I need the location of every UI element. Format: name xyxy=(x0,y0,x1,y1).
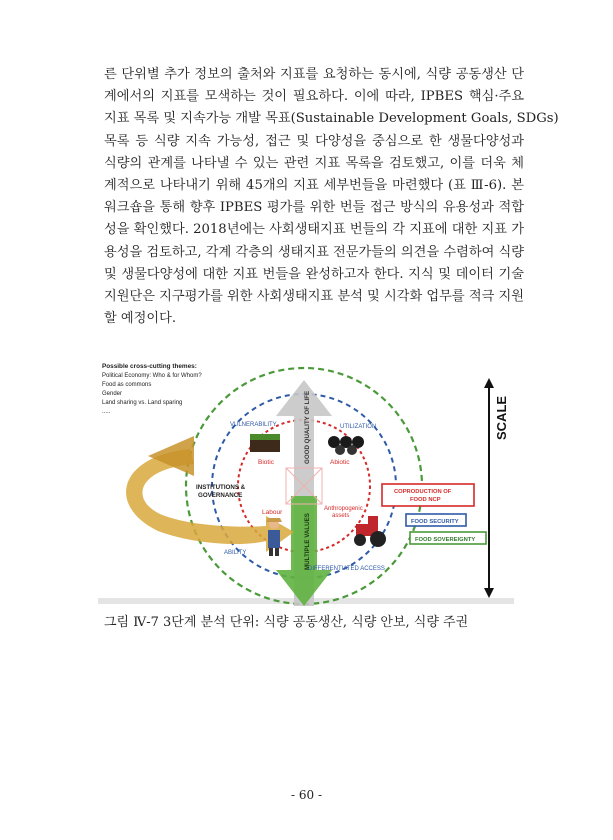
body-line: 지원단은 지구평가를 위한 사회생태지표 분석 및 시각화 업무를 적극 지원 xyxy=(104,289,524,305)
coproduction-label: FOOD NCP xyxy=(410,497,441,503)
body-line: 지표 목록 및 지속가능 개발 목표(Sustainable Development Goals, SDGs) xyxy=(104,111,559,127)
soil-plants xyxy=(250,434,280,440)
utilization-label: UTILIZATION xyxy=(340,424,377,430)
coproduction-label: COPRODUCTION OF xyxy=(394,489,452,495)
scale-label: SCALE xyxy=(494,395,509,440)
anthropogenic-label: assets xyxy=(332,513,350,519)
differentiated-access-label: DIFFERENTIATED ACCESS xyxy=(308,566,385,572)
theme-item: ..... xyxy=(102,409,111,415)
vulnerability-label: VULNERABILITY xyxy=(230,422,277,428)
figure-food-framework xyxy=(98,356,514,614)
body-line: 른 단위별 추가 정보의 출처와 지표를 요청하는 동시에, 식량 공동생산 단 xyxy=(104,67,524,82)
scale-arrow-head-bottom xyxy=(484,588,494,598)
abiotic-label: Abiotic xyxy=(330,459,350,466)
multiple-values-label: MULTIPLE VALUES xyxy=(304,513,311,570)
framework-diagram xyxy=(98,356,514,614)
theme-item: Political Economy: Who & for Whom? xyxy=(102,373,202,379)
institutions-label: GOVERNANCE xyxy=(198,492,243,499)
ability-label: ABILITY xyxy=(224,550,247,556)
theme-item: Gender xyxy=(102,391,123,397)
body-line: 용성을 검토하고, 각계 각층의 생태지표 전문가들의 의견을 수렴하여 식량 xyxy=(104,244,524,260)
body-line: 할 예정이다. xyxy=(104,311,177,327)
body-line: 식량의 관계를 나타낼 수 있는 관련 지표 목록을 검토했고, 이를 더욱 체 xyxy=(104,155,524,171)
body-line: 워크숍을 통해 향후 IPBES 평가를 위한 번들 접근 방식의 유용성과 적합 xyxy=(104,200,524,216)
body-line: 계적으로 나타내기 위해 45개의 지표 세부번들을 마련했다 (표 Ⅲ-6). 본 xyxy=(104,178,524,194)
food-sovereignty-label: FOOD SOVEREIGNTY xyxy=(415,537,476,543)
figure-caption: 그림 Ⅳ-7 3단계 분석 단위: 식량 공동생산, 식량 안보, 식량 주권 xyxy=(104,615,469,630)
biotic-label: Biotic xyxy=(258,459,274,466)
body-line: 목록 등 식량 지속 가능성, 접근 및 다양성을 중심으로 한 생물다양성과 xyxy=(104,133,524,149)
tractor-image xyxy=(354,516,386,547)
anthropogenic-label: Anthropogenic xyxy=(324,506,363,512)
food-security-label: FOOD SECURITY xyxy=(411,519,459,525)
theme-item: Land sharing vs. Land sparing xyxy=(102,400,183,406)
labour-label: Labour xyxy=(262,509,283,516)
themes-title: Possible cross-cutting themes: xyxy=(102,363,197,370)
body-line: 성을 확인했다. 2018년에는 사회생태지표 번들의 각 지표에 대한 지표 가 xyxy=(104,222,524,238)
page-number: - 60 - xyxy=(290,788,322,802)
theme-item: Food as commons xyxy=(102,382,152,388)
body-line: 계에서의 지표를 모색하는 것이 필요하다. 이에 따라, IPBES 핵심·주요 xyxy=(104,89,524,105)
good-quality-of-life-label: GOOD QUALITY OF LIFE xyxy=(304,390,311,464)
scale-arrow-head-top xyxy=(484,378,494,388)
body-line: 및 생물다양성에 대한 지표 번들을 완성하고자 한다. 지식 및 데이터 기술 xyxy=(104,266,524,282)
water-image xyxy=(328,436,364,455)
institutions-label: INSTITUTIONS & xyxy=(196,484,246,491)
body-paragraph xyxy=(104,64,559,330)
